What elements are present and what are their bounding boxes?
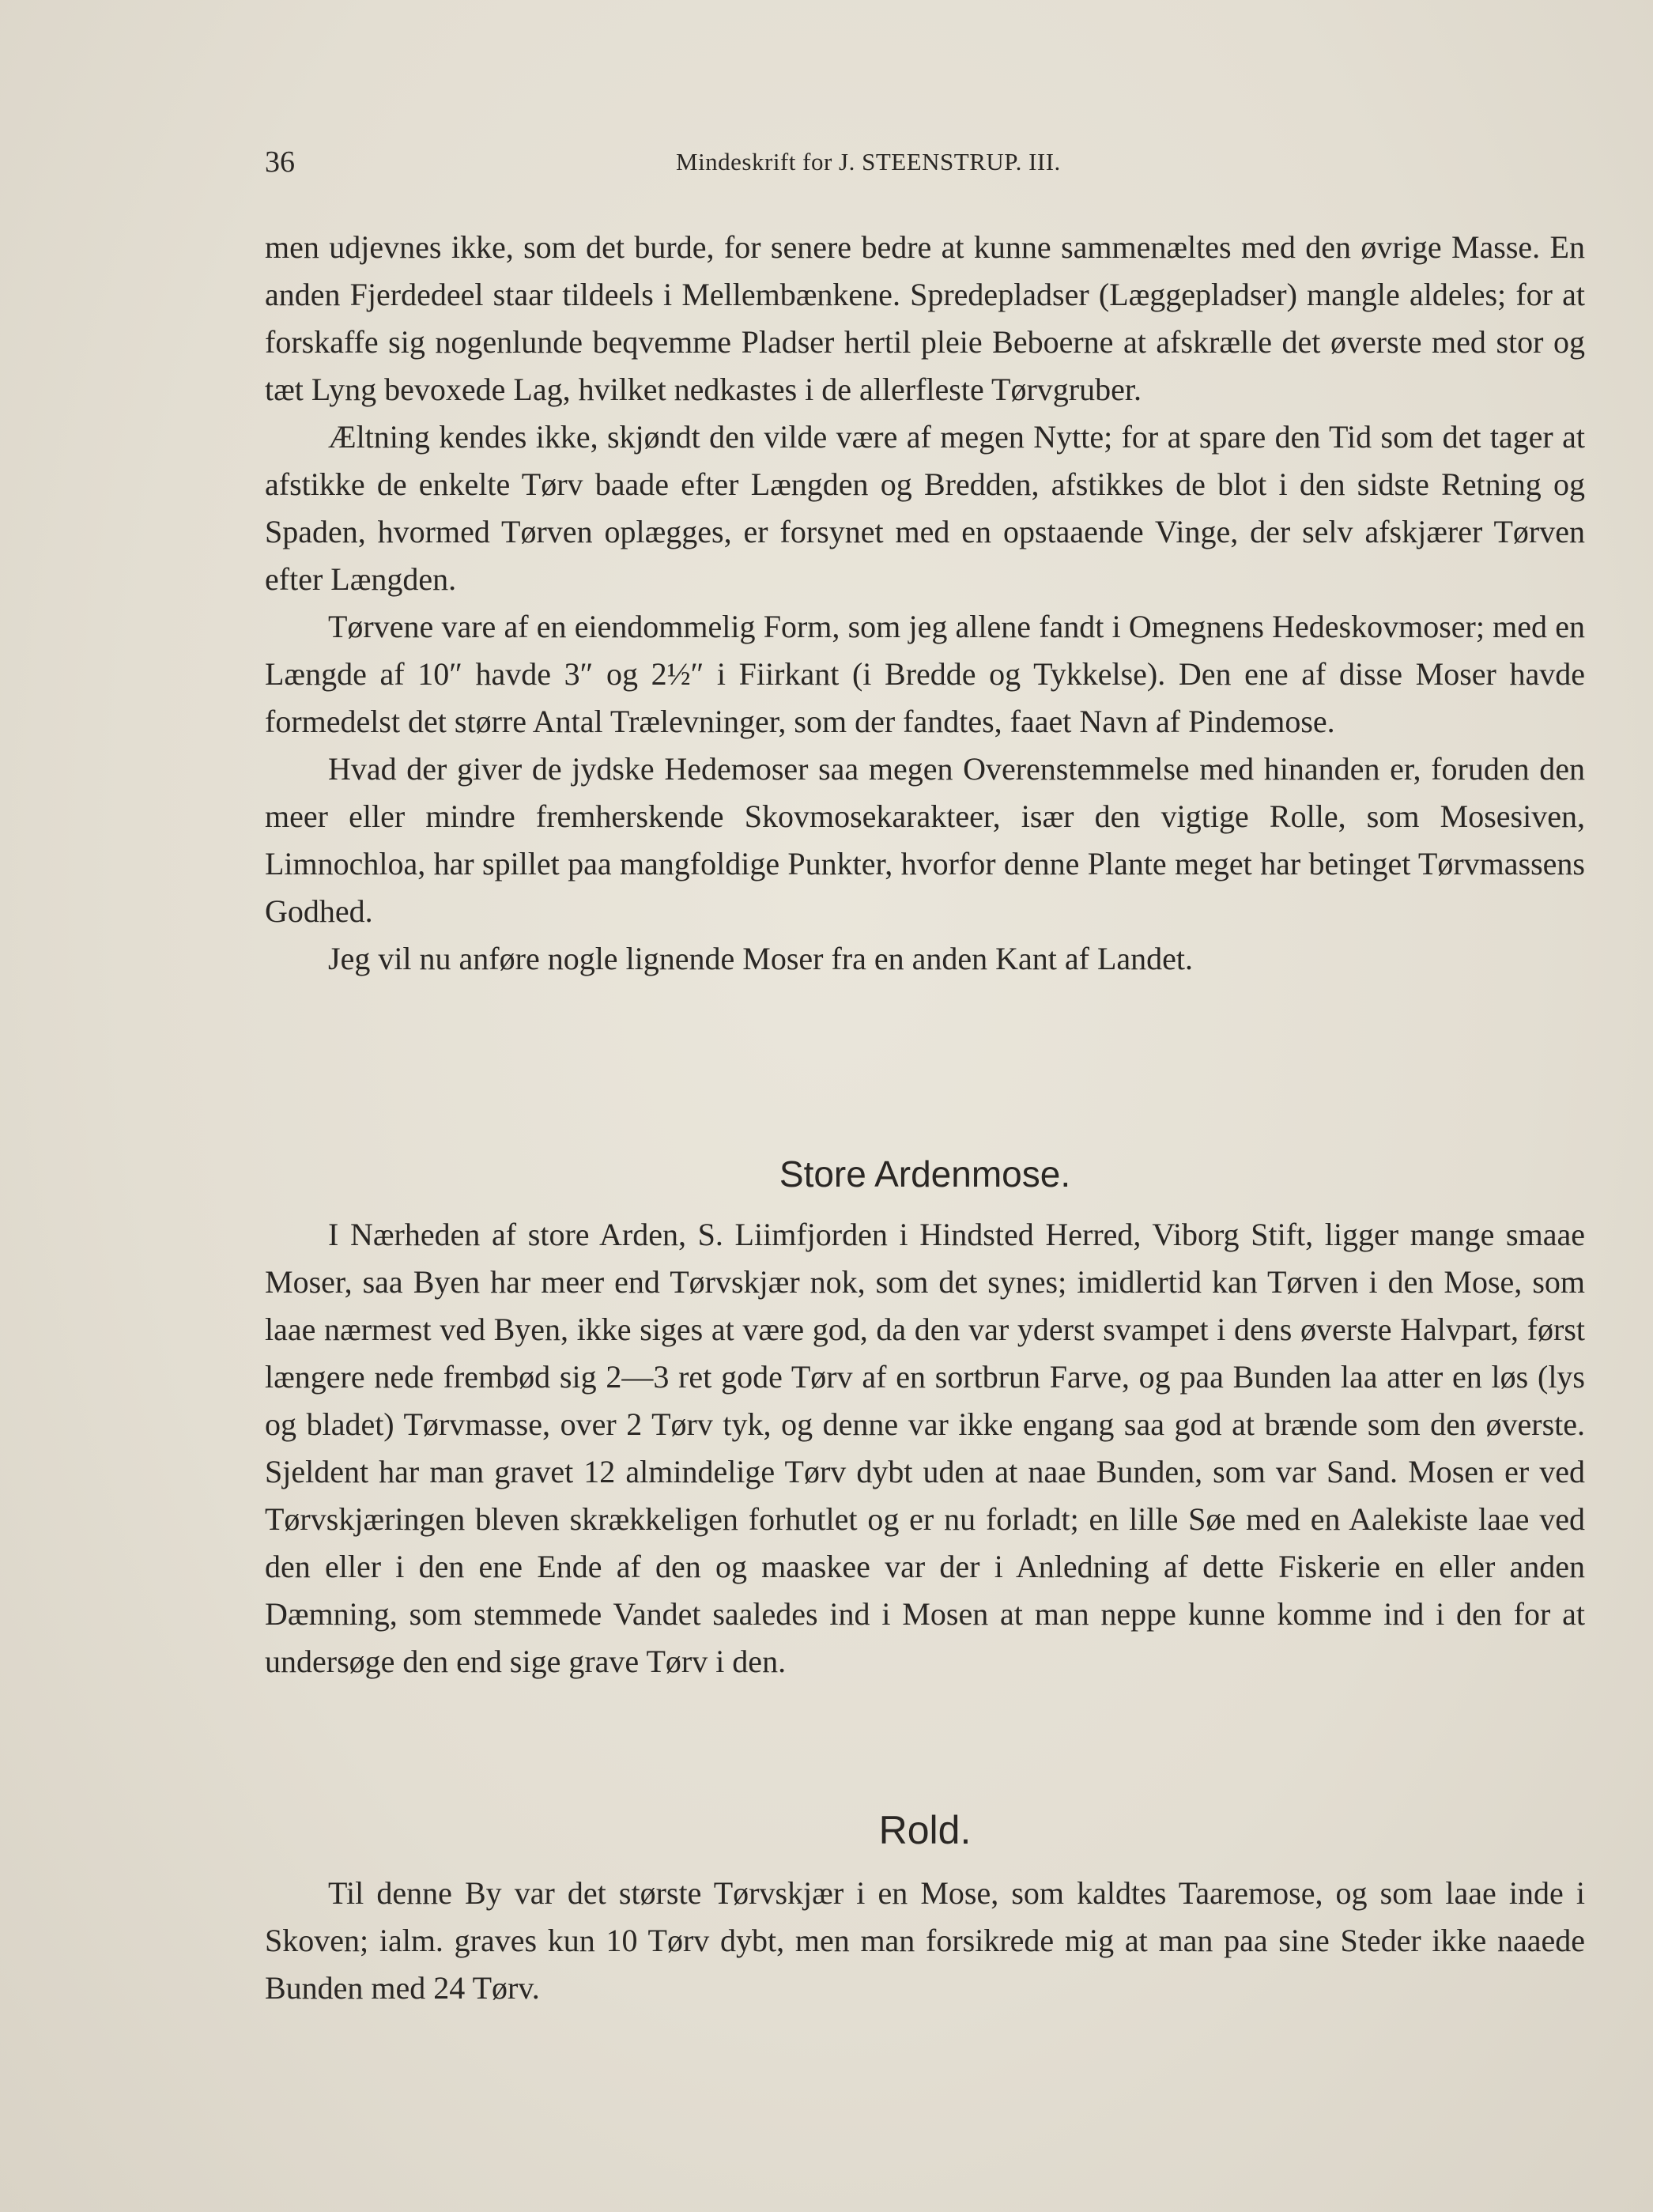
paragraph: Jeg vil nu anføre nogle lignende Moser fra en anden Kant af Landet. xyxy=(328,941,1194,976)
paragraph: Tørvene vare af en eiendommelig Form, som jeg allene fandt i Omegnens Hedeskovmoser; med en Længde af 10″ havde 3″ og 2½″ i Fiirkant (i Bredde og Tykkelse). Den ene af disse Moser havde formedelst det større Antal Trælevninger, som der fandtes, faaet Navn af Pindemose. xyxy=(265,609,1585,739)
section-heading-store-ardenmose: Store Ardenmose. xyxy=(779,1153,1071,1195)
body-text-part-1 xyxy=(265,224,1585,983)
running-title: Mindeskrift for J. STEENSTRUP. III. xyxy=(676,148,1061,176)
paragraph: I Nærheden af store Arden, S. Liimfjorden i Hindsted Herred, Viborg Stift, ligger mange smaae Moser, saa Byen har meer end Tørvskjær nok, som det synes; imidlertid kan Tørven i den Mose, som laae nærmest ved Byen, ikke siges at være god, da den var yderst svampet i dens øverste Halvpart, først længere nede frembød sig 2—3 ret gode Tørv af en sortbrun Farve, og paa Bunden laa atter en løs (lys og bladet) Tørvmasse, over 2 Tørv tyk, og denne var ikke engang saa god at brænde som den øverste. Sjeldent har man gravet 12 almindelige Tørv dybt uden at naae Bunden, som var Sand. Mosen er ved Tørvskjæringen bleven skrækkeligen forhutlet og er nu forladt; en lille Søe med en Aalekiste laae ved den eller i den ene Ende af den og maaskee var der i Anledning af dette Fiskerie en eller anden Dæmning, som stemmede Vandet saaledes ind i Mosen at man neppe kunne komme ind i den for at undersøge den end sige grave Tørv i den. xyxy=(265,1217,1585,1679)
page-header xyxy=(265,145,1585,184)
paragraph: Æltning kendes ikke, skjøndt den vilde være af megen Nytte; for at spare den Tid som det tager at afstikke de enkelte Tørv baade efter Længden og Bredden, afstikkes de blot i den sidste Retning og Spaden, hvormed Tørven oplægges, er forsynet med en opstaaende Vinge, der selv afskjærer Tørven efter Længden. xyxy=(265,419,1585,597)
body-text-rold xyxy=(265,1870,1585,2012)
page-number: 36 xyxy=(265,145,295,179)
paragraph: Hvad der giver de jydske Hedemoser saa megen Overenstemmelse med hinanden er, foruden den meer eller mindre fremherskende Skovmosekarakteer, især den vigtige Rolle, som Mosesiven, Limnochloa, har spillet paa mangfoldige Punkter, hvorfor denne Plante meget har betinget Tørvmassens Godhed. xyxy=(265,751,1585,929)
paragraph: men udjevnes ikke, som det burde, for senere bedre at kunne sammenæltes med den øvrige Masse. En anden Fjerdedeel staar tildeels i Mellembænkene. Spredepladser (Læggepladser) mangle aldeles; for at forskaffe sig nogenlunde beqvemme Pladser hertil pleie Beboerne at afskrælle det øverste med stor og tæt Lyng bevoxede Lag, hvilket nedkastes i de allerfleste Tørvgruber. xyxy=(265,229,1585,407)
paragraph: Til denne By var det største Tørvskjær i en Mose, som kaldtes Taaremose, og som laae inde i Skoven; ialm. graves kun 10 Tørv dybt, men man forsikrede mig at man paa sine Steder ikke naaede Bunden med 24 Tørv. xyxy=(265,1875,1585,2006)
body-text-store-ardenmose xyxy=(265,1211,1585,1685)
section-heading-rold: Rold. xyxy=(878,1808,972,1852)
